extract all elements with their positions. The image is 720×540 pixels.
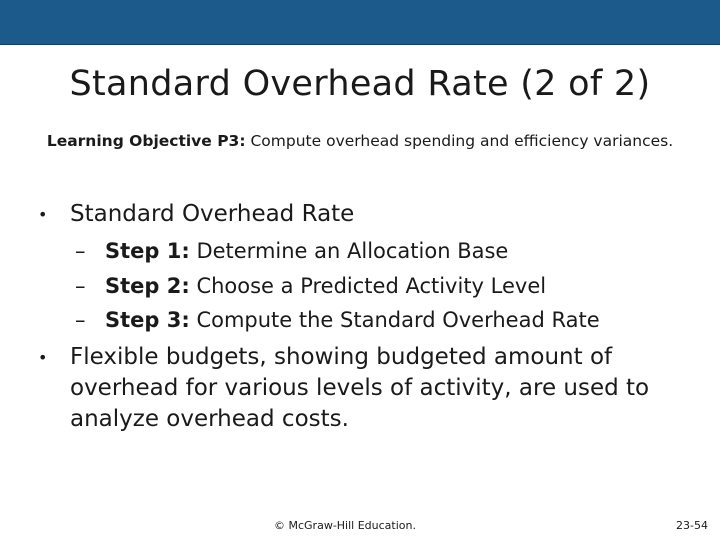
dash-icon: – <box>75 308 86 332</box>
header-bar <box>0 0 720 45</box>
copyright-notice: © McGraw-Hill Education. <box>274 519 416 532</box>
step-text: Choose a Predicted Activity Level <box>189 274 547 298</box>
sub-bullet-item <box>75 237 508 265</box>
page-number: 23-54 <box>676 519 708 532</box>
bullet-dot-icon: • <box>38 348 48 367</box>
sub-bullet-item <box>75 306 600 334</box>
bullet-dot-icon: • <box>38 204 48 224</box>
step-label: Step 2: <box>105 274 190 298</box>
learning-objective-label: Learning Objective P3: <box>46 132 246 150</box>
step-text: Determine an Allocation Base <box>189 239 509 263</box>
sub-bullet-item <box>75 272 546 300</box>
step-text: Compute the Standard Overhead Rate <box>189 308 600 332</box>
learning-objective <box>36 131 684 151</box>
slide-title: Standard Overhead Rate (2 of 2) <box>69 64 651 104</box>
step-label: Step 3: <box>105 308 190 332</box>
dash-icon: – <box>75 239 86 263</box>
dash-icon: – <box>75 274 86 298</box>
step-label: Step 1: <box>105 239 190 263</box>
bullet-text: Standard Overhead Rate <box>70 201 355 227</box>
bullet-text: Flexible budgets, showing budgeted amount of overhead for various levels of activity, are used to analyze overhead costs. <box>70 344 650 432</box>
learning-objective-text: Compute overhead spending and efficiency variances. <box>245 132 674 150</box>
bullet-item <box>38 342 698 435</box>
bullet-item <box>38 199 354 230</box>
